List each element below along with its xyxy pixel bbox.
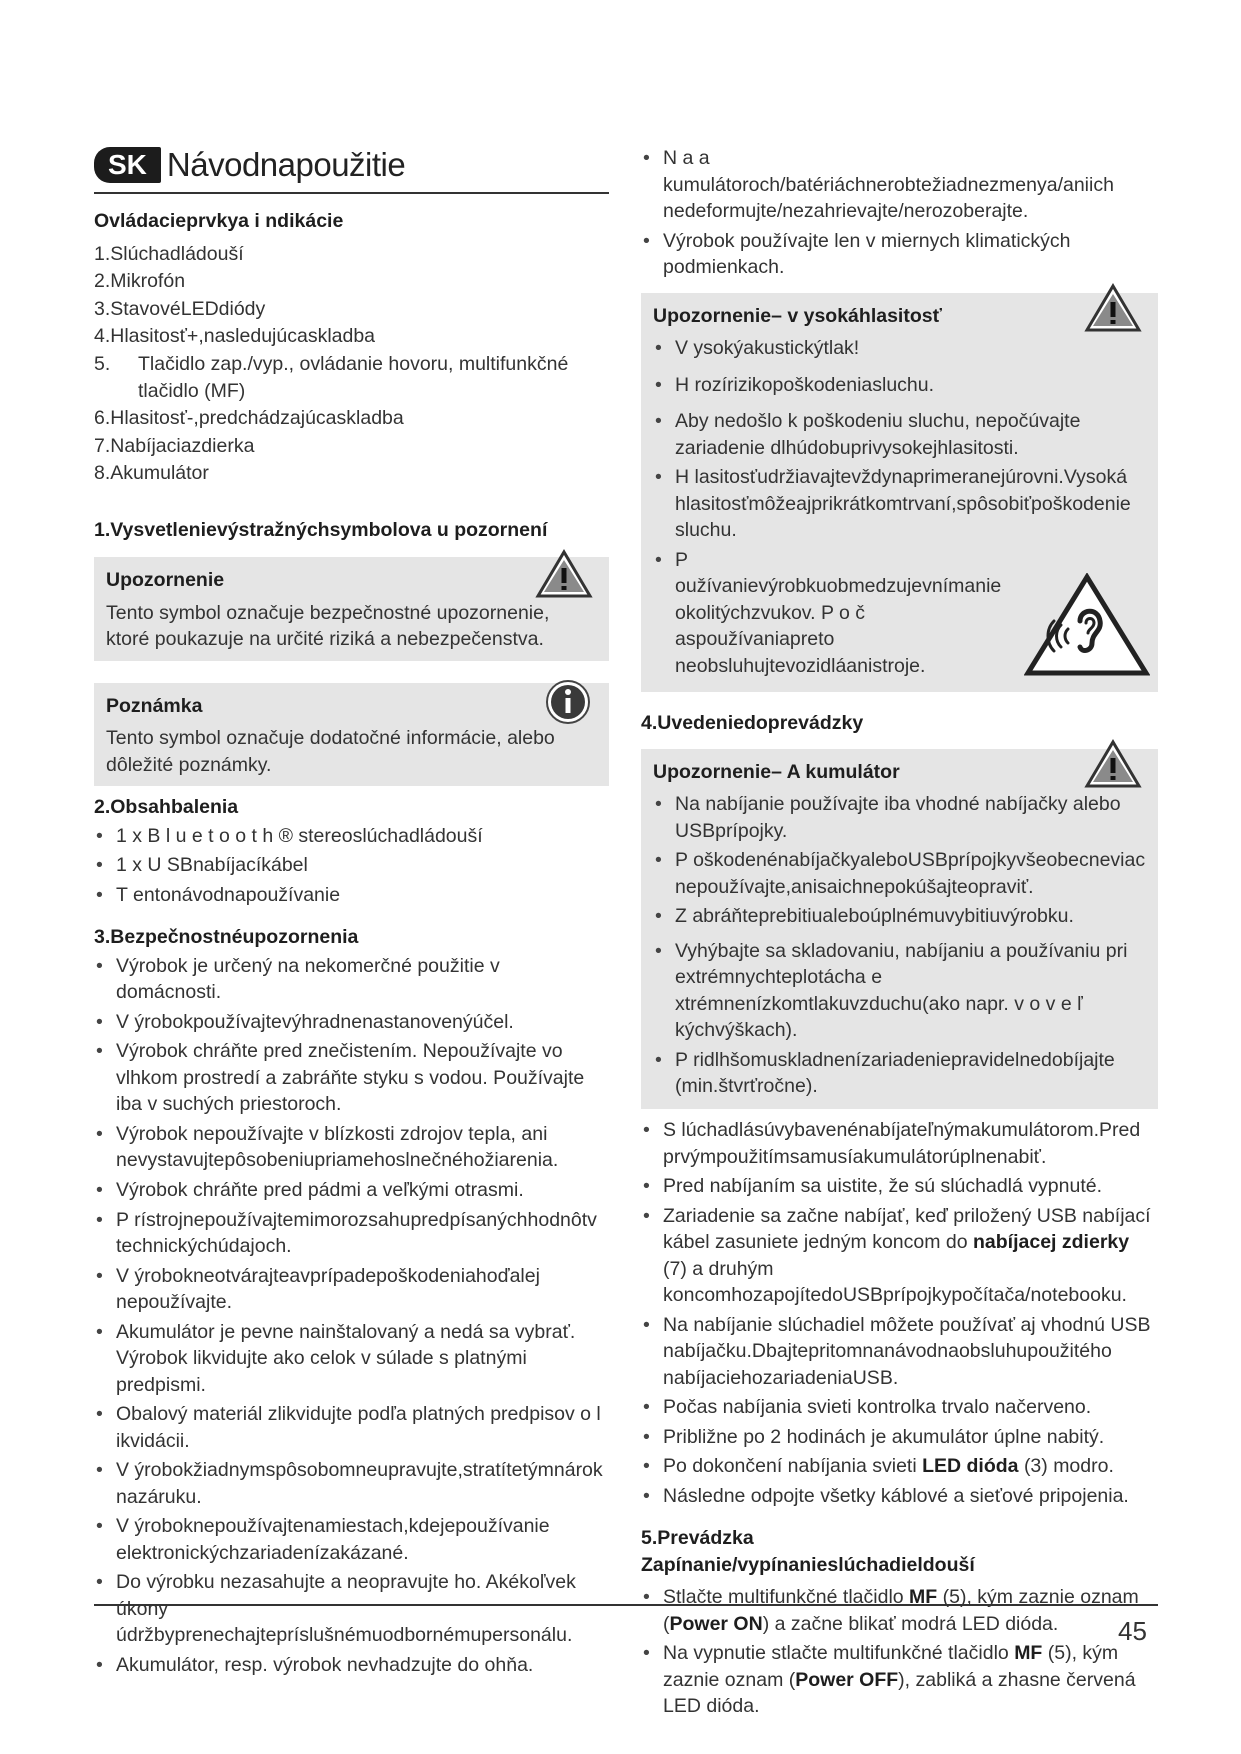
page-number: 45 — [1118, 1616, 1147, 1646]
list-item — [641, 1640, 1158, 1720]
list-item: • Na nabíjanie slúchadiel môžete používať aj vhodnú USB nabíjačku.Dbajtepritomnanávodnaobsluhupoužitého nabíjaciehozariadeniaUSB. — [641, 1312, 1158, 1392]
item-text: (3) modro. — [1023, 1455, 1114, 1478]
list-item: • Aby nedošlo k poškodeniu sluchu, nepočúvajte zariadenie dlhúdobuprivysokejhlasitosti. — [653, 408, 1146, 461]
item-text-bold: Power OFF — [795, 1668, 899, 1691]
list-item: 1.Slúchadládouší — [94, 242, 244, 265]
list-item: • Výrobok chráňte pred znečistením. Nepoužívajte vo vlhkom prostredí a zabráňte styku s vodou. Používajte iba v suchých priestoroch. — [94, 1038, 609, 1118]
list-item: • Výrobok používajte len v miernych klimatických podmienkach. — [641, 228, 1158, 281]
section4-heading: 4.Uvedeniedoprevádzky — [641, 712, 864, 735]
section3-heading: 3.Bezpečnostnéupozornenia — [94, 926, 359, 949]
left-column — [94, 138, 609, 1681]
item-text: (5), kým zaznie oznam ( — [663, 1586, 1139, 1635]
safety-list-continued — [641, 145, 1158, 281]
item-text-bold: MF — [909, 1586, 938, 1609]
list-item: 6.Hlasitosť-,predchádzajúcaskladba — [94, 407, 404, 430]
warning-text: Tento symbol označuje bezpečnostné upozornenie, ktoré poukazuje na určité riziká a nebezpečenstva. — [106, 601, 550, 651]
list-item: • V ýrobokpoužívajtevýhradnenastanovenýúčel. — [94, 1009, 609, 1036]
item-text: ) a začne blikať modrá LED dióda. — [762, 1612, 1059, 1635]
battery-warning-list — [653, 791, 1146, 1100]
list-item: • Výrobok nepoužívajte v blízkosti zdrojov tepla, ani nevystavujtepôsobeniupriamehoslnečnéhožiarenia. — [94, 1121, 609, 1174]
battery-warning-title: Upozornenie– A kumulátor — [653, 760, 900, 783]
list-item: • Obalový materiál zlikvidujte podľa platných predpisov o l ikvidácii. — [94, 1401, 609, 1454]
list-item: • P rístrojnepoužívajtemimorozsahupredpísanýchhodnôtv technickýchúdajoch. — [94, 1207, 609, 1260]
list-item: • Počas nabíjania svieti kontrolka trvalo načerveno. — [641, 1394, 1158, 1421]
list-item: • V ysokýakustickýtlak! — [653, 335, 1146, 362]
safety-list — [94, 953, 609, 1678]
list-item: • Do výrobku nezasahujte a neopravujte ho. Akékoľvek úkony údržbyprenechajtepríslušnémuodbornémupersonálu. — [94, 1569, 609, 1649]
list-item — [641, 1453, 1158, 1480]
package-contents-list — [94, 823, 609, 909]
item-text: Zariadenie sa začne nabíjať, keď priložený USB nabíjací kábel zasuniete jedným koncom do — [663, 1204, 1151, 1254]
list-item: 7.Nabíjaciazdierka — [94, 434, 255, 457]
note-box — [94, 683, 609, 787]
battery-warning-box — [641, 749, 1158, 1109]
section5-subheading: Zapínanie/vypínanieslúchadieldouší — [641, 1553, 975, 1576]
item-text-bold: LED dióda — [922, 1455, 1019, 1478]
list-item: • S lúchadlásúvybavenénabíjateľnýmakumulátorom.Pred prvýmpoužitímsamusíakumulátorúplnenabiť. — [641, 1117, 1158, 1170]
list-item: • V ýrobokžiadnymspôsobomneupravujte,stratítetýmnárok nazáruku. — [94, 1457, 609, 1510]
list-item — [641, 1584, 1158, 1637]
list-item: • V ýroboknepoužívajtenamiestach,kdejepoužívanie elektronickýchzariadenízakázané. — [94, 1513, 609, 1566]
warning-triangle-icon — [1084, 739, 1142, 789]
list-item: • H lasitosťudržiavajtevždynaprimeranejúrovni.Vysoká hlasitosťmôžeajprikrátkomtrvaní,spôsobiťpoškodenie sluchu. — [653, 464, 1146, 544]
list-item: • P oužívanievýrobkuobmedzujevnímanie okolitýchzvukov. P o č aspoužívaniapreto neobsluhujtevozidláanistroje. — [653, 547, 1146, 680]
warning-triangle-icon — [535, 549, 593, 599]
item-text: (5), kým zaznie oznam ( — [663, 1642, 1119, 1691]
item-text-bold: MF — [1014, 1642, 1043, 1665]
warning-title: Upozornenie — [106, 569, 225, 592]
item-text-bold: nabíjacej zdierky — [973, 1231, 1130, 1254]
list-item: • Na nabíjanie používajte iba vhodné nabíjačky alebo USBprípojky. — [653, 791, 1146, 844]
list-item: • Približne po 2 hodinách je akumulátor úplne nabitý. — [641, 1424, 1158, 1451]
warning-box — [94, 557, 609, 661]
list-item: • V ýrobokneotvárajteavprípadepoškodeniahoďalej nepoužívajte. — [94, 1263, 609, 1316]
warning-triangle-icon — [1084, 283, 1142, 333]
note-text: Tento symbol označuje dodatočné informácie, alebo dôležité poznámky. — [106, 727, 555, 776]
list-item: • H rozírizikopoškodeniasluchu. — [653, 372, 1146, 399]
item-text: (7) a druhým koncomhozapojítedoUSBprípojkypočítača/notebooku. — [663, 1257, 1127, 1307]
list-item — [641, 1203, 1158, 1309]
list-item: • P oškodenénabíjačkyaleboUSBprípojkyvšeobecneviac nepoužívajte,anisaichnepokúšajteopraviť. — [653, 847, 1146, 900]
controls-heading: Ovládacieprvkya i ndikácie — [94, 210, 344, 232]
list-item: 8.Akumulátor — [94, 462, 209, 485]
list-item: 3.StavovéLEDdiódy — [94, 297, 266, 320]
hearing-damage-icon — [1024, 573, 1150, 685]
language-badge: SK — [94, 147, 161, 183]
list-item: • Následne odpojte všetky káblové a sieťové pripojenia. — [641, 1483, 1158, 1510]
list-item: • Výrobok chráňte pred pádmi a veľkými otrasmi. — [94, 1177, 609, 1204]
charging-list — [641, 1117, 1158, 1509]
item-text: Tlačidlo zap./vyp., ovládanie hovoru, multifunkčné tlačidlo (MF) — [138, 353, 569, 402]
right-column — [641, 143, 1158, 1723]
item-text: Po dokončení nabíjania svieti — [663, 1455, 917, 1478]
footer-divider — [94, 1604, 1158, 1606]
list-item: • T entonávodnapoužívanie — [94, 882, 609, 909]
list-item: • Akumulátor je pevne nainštalovaný a nedá sa vybrať. Výrobok likvidujte ako celok v súlade s platnými predpismi. — [94, 1319, 609, 1399]
list-item: • P ridlhšomuskladnenízariadeniepravidelnedobíjajte (min.štvrťročne). — [653, 1047, 1146, 1100]
list-item: • N a a kumulátoroch/batériáchnerobtežiadnezmenya/aniich nedeformujte/nezahrievajte/nerozoberajte. — [641, 145, 1158, 225]
list-item: • Akumulátor, resp. výrobok nevhadzujte do ohňa. — [94, 1652, 609, 1679]
page-title: Návodnapoužitie — [166, 145, 406, 183]
list-item: • Výrobok je určený na nekomerčné použitie v domácnosti. — [94, 953, 609, 1006]
high-volume-title: Upozornenie– v ysokáhlasitosť — [653, 304, 942, 327]
list-item: • 1 x U SBnabíjacíkábel — [94, 852, 609, 879]
section5-heading: 5.Prevádzka — [641, 1527, 754, 1550]
controls-list — [94, 241, 609, 487]
list-item — [94, 351, 609, 405]
list-item: • Z abráňteprebitiualeboúplnémuvybitiuvýrobku. — [653, 903, 1146, 930]
item-text: Stlačte multifunkčné tlačidlo — [663, 1586, 904, 1609]
item-text-bold: Power ON — [669, 1612, 763, 1635]
list-item: 2.Mikrofón — [94, 270, 186, 293]
list-item: 4.Hlasitosť+,nasledujúcaskladba — [94, 325, 376, 348]
item-number: 5. — [94, 352, 111, 375]
list-item: • Vyhýbajte sa skladovaniu, nabíjaniu a používaniu pri extrémnychteplotácha e xtrémnenízkomtlakuvzduchu(ako napr. v o v e ľ kýchvýškach). — [653, 938, 1146, 1044]
item-text: ), zabliká a zhasne červená LED dióda. — [663, 1668, 1136, 1718]
info-icon — [545, 679, 591, 725]
list-item: • Pred nabíjaním sa uistite, že sú slúchadlá vypnuté. — [641, 1173, 1158, 1200]
item-text: Na vypnutie stlačte multifunkčné tlačidlo — [663, 1642, 1009, 1665]
section1-heading: 1.Vysvetlenievýstražnýchsymbolova u pozornení — [94, 518, 548, 541]
section2-heading: 2.Obsahbalenia — [94, 796, 239, 819]
list-item: • 1 x B l u e t o o t h ® stereoslúchadládouší — [94, 823, 609, 850]
note-title: Poznámka — [106, 694, 203, 717]
high-volume-warning-box — [641, 293, 1158, 693]
title-row — [94, 138, 609, 194]
